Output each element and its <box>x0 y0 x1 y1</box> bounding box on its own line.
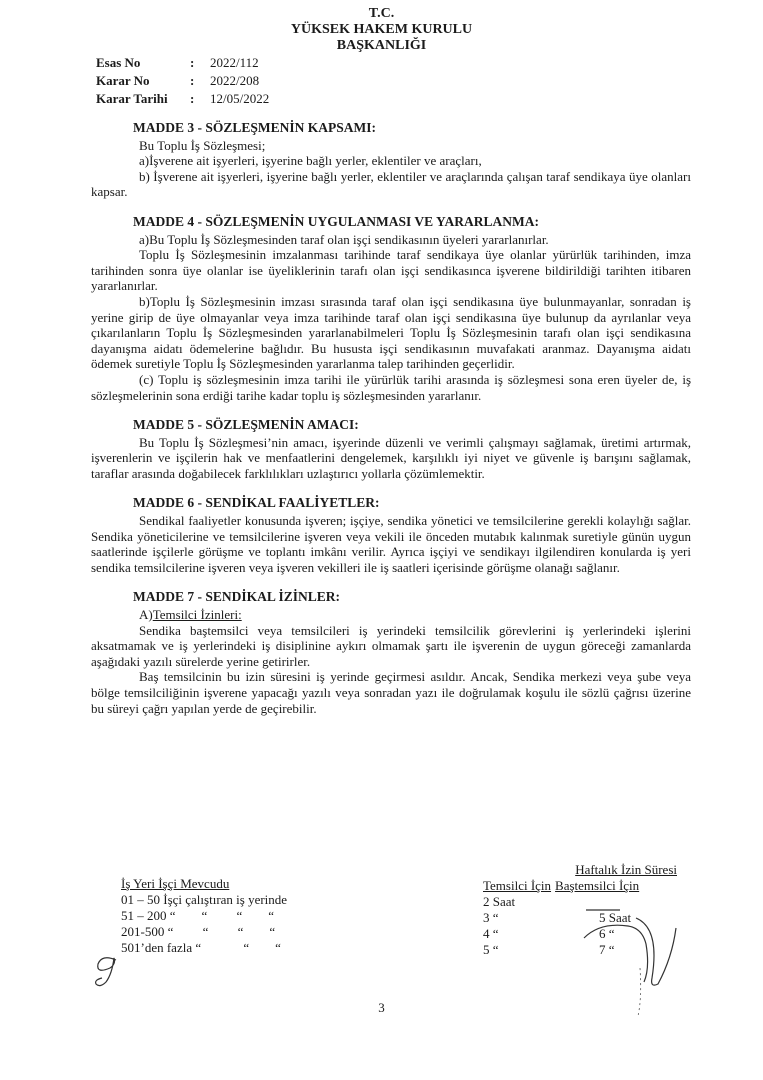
leave-head-representative: 7 “ <box>599 942 615 957</box>
meta-row-tarih <box>96 90 269 108</box>
document-body <box>91 120 691 730</box>
header-line-3: BAŞKANLIĞI <box>336 38 427 53</box>
article-7 <box>91 589 691 716</box>
header-line-1: T.C. <box>368 6 395 21</box>
leave-representative: 4 “ <box>483 926 499 941</box>
paragraph: Toplu İş Sözleşmesinin imzalanması tarihinde taraf sendikaya üye olanlar yürürlük tarihinden, imza tarihinden sonra üye olanlar ise üyeliklerinin tarafı olan işçi sendikasınca işverene bildirildiği tarihten itibaren yararlanırlar. <box>91 247 691 294</box>
article-4 <box>91 214 691 403</box>
subsection-prefix: A) <box>139 607 153 623</box>
case-meta <box>96 54 269 108</box>
page-number: 3 <box>378 1000 385 1015</box>
leave-head-representative: 6 “ <box>599 926 615 941</box>
meta-colon: : <box>190 73 195 88</box>
leave-representative: 3 “ <box>483 910 499 925</box>
article-title: MADDE 6 - SENDİKAL FAALİYETLER: <box>133 495 380 511</box>
meta-label: Karar No <box>96 73 150 88</box>
leave-head-representative: 5 Saat <box>599 910 632 925</box>
meta-value: 2022/208 <box>210 73 260 88</box>
article-6 <box>91 495 691 575</box>
article-5 <box>91 417 691 481</box>
worker-count-title: İş Yeri İşçi Mevcudu <box>121 876 230 891</box>
worker-count-row: 01 – 50 İşçi çalıştıran iş yerinde <box>121 892 288 907</box>
col-head-representative: Baştemsilci İçin <box>555 878 640 893</box>
paragraph: Baş temsilcinin bu izin süresini iş yerinde geçirmesi asıldır. Ancak, Sendika merkezi veya şube veya bölge temsilciliğinin işverene yapacağı yazılı veya sonradan yazı ile doğrulamak koşulu ile sözlü çağrısı üzerine bu süreyi çağrı yapılan yerde de geçirebilir. <box>91 669 691 716</box>
paragraph: b) İşverene ait işyerleri, işyerine bağlı yerler, eklentiler ve araçlarında çalışan taraf sendikaya üye olanları kapsar. <box>91 168 691 200</box>
subsection-label: Temsilci İzinleri: <box>152 607 242 623</box>
worker-count-row: 501’den fazla “ “ “ <box>121 940 281 955</box>
meta-colon: : <box>190 55 195 70</box>
header-line-2: YÜKSEK HAKEM KURULU <box>290 22 473 37</box>
meta-colon: : <box>190 91 195 106</box>
worker-count-row: 51 – 200 “ “ “ “ <box>121 908 275 923</box>
paragraph: (c) Toplu iş sözleşmesinin imza tarihi ile yürürlük tarihi arasında iş sözleşmesi sona eren üyeler de, iş sözleşmelerinin sona erdiği tarihe kadar toplu iş sözleşmesinden yararlanır. <box>91 371 691 403</box>
leave-representative: 5 “ <box>483 942 499 957</box>
paragraph: a)İşverene ait işyerleri, işyerine bağlı yerler, eklentiler ve araçları, <box>139 153 482 169</box>
article-title: MADDE 5 - SÖZLEŞMENİN AMACI: <box>133 417 359 433</box>
paragraph: a)Bu Toplu İş Sözleşmesinden taraf olan işçi sendikasının üyeleri yararlanırlar. <box>139 231 549 247</box>
article-title: MADDE 4 - SÖZLEŞMENİN UYGULANMASI VE YARARLANMA: <box>133 213 540 229</box>
paragraph: Bu Toplu İş Sözleşmesi’nin amacı, işyerinde düzenli ve verimli çalışmayı sağlamak, üretimi artırmak, işverenlerin ve işçilerin hak ve menfaatlerini dengelemek, karşılıklı iyi niyet ve güvenle iş barışını sağlamak, taraflar arasında doğabilecek farklılıkları uzlaştırıcı yollarla çözümlemektir. <box>91 434 691 481</box>
article-3 <box>91 120 691 200</box>
document-header <box>0 6 763 54</box>
meta-label: Esas No <box>96 55 141 70</box>
meta-label: Karar Tarihi <box>96 91 168 106</box>
subsection-heading <box>91 607 691 623</box>
col-representative: Temsilci İçin <box>483 878 552 893</box>
worker-count-table <box>121 876 287 956</box>
paragraph: b)Toplu İş Sözleşmesinin imzası sırasında taraf olan işçi sendikasına üye bulunmayanlar, sonradan iş yerine girip de üye olmayanlar veya imza tarihinde taraf olan işçi sendikasına üye bulunup da ayrılanlar veya çıkarılanların Toplu İş Sözleşmesinden yararlanabilmeleri Toplu İş Sözleşmesinin tarafı olan işçi sendikasına dayanışma aidatı ödemelerine bağlıdır. Bu hususta işçi sendikasının muvafakati aranmaz. Dayanışma aidatı ödemek suretiyle Toplu İş Sözleşmesinden yararlanma talep tarihinden geçerlidir. <box>91 293 691 372</box>
weekly-leave-header <box>483 878 693 894</box>
paragraph: Sendikal faaliyetler konusunda işveren; işçiye, sendika yönetici ve temsilcilerine gerekli kolaylığı sağlar. Sendika yöneticilerine ve temsilcilerine işveren veya vekili ile önceden mutabık kalınmak suretiyle günün uygun saatlerinde işçilerle görüşme ve toplantı imkânı verilir. Ayrıca işçiyi ve sendikayı ilgilendiren konularda iş yeri sendika temsilcilerine işveren veya işveren vekilleri ile iş saatleri içerisinde görüşme olanağı sağlanır. <box>91 513 691 575</box>
paragraph: Bu Toplu İş Sözleşmesi; <box>139 137 266 153</box>
meta-value: 12/05/2022 <box>210 91 270 106</box>
article-title: MADDE 7 - SENDİKAL İZİNLER: <box>133 589 341 605</box>
meta-value: 2022/112 <box>210 55 259 70</box>
leave-representative: 2 Saat <box>483 894 516 909</box>
meta-row-esas <box>96 54 269 72</box>
meta-row-karar <box>96 72 269 90</box>
worker-count-row: 201-500 “ “ “ “ <box>121 924 276 939</box>
initials-mark <box>86 952 126 992</box>
article-title: MADDE 3 - SÖZLEŞMENİN KAPSAMI: <box>133 120 377 135</box>
weekly-leave-title: Haftalık İzin Süresi <box>575 862 677 877</box>
paragraph: Sendika baştemsilci veya temsilcileri iş yerindeki temsilcilik görevlerini iş yerlerindeki işlerini aksatmamak ve iş yerlerindeki iş disiplinine aykırı olmamak şartı ile işverenin de uygun göreceği zamanlarda aşağıdaki yazılı sürelerde yerine getirirler. <box>91 622 691 669</box>
